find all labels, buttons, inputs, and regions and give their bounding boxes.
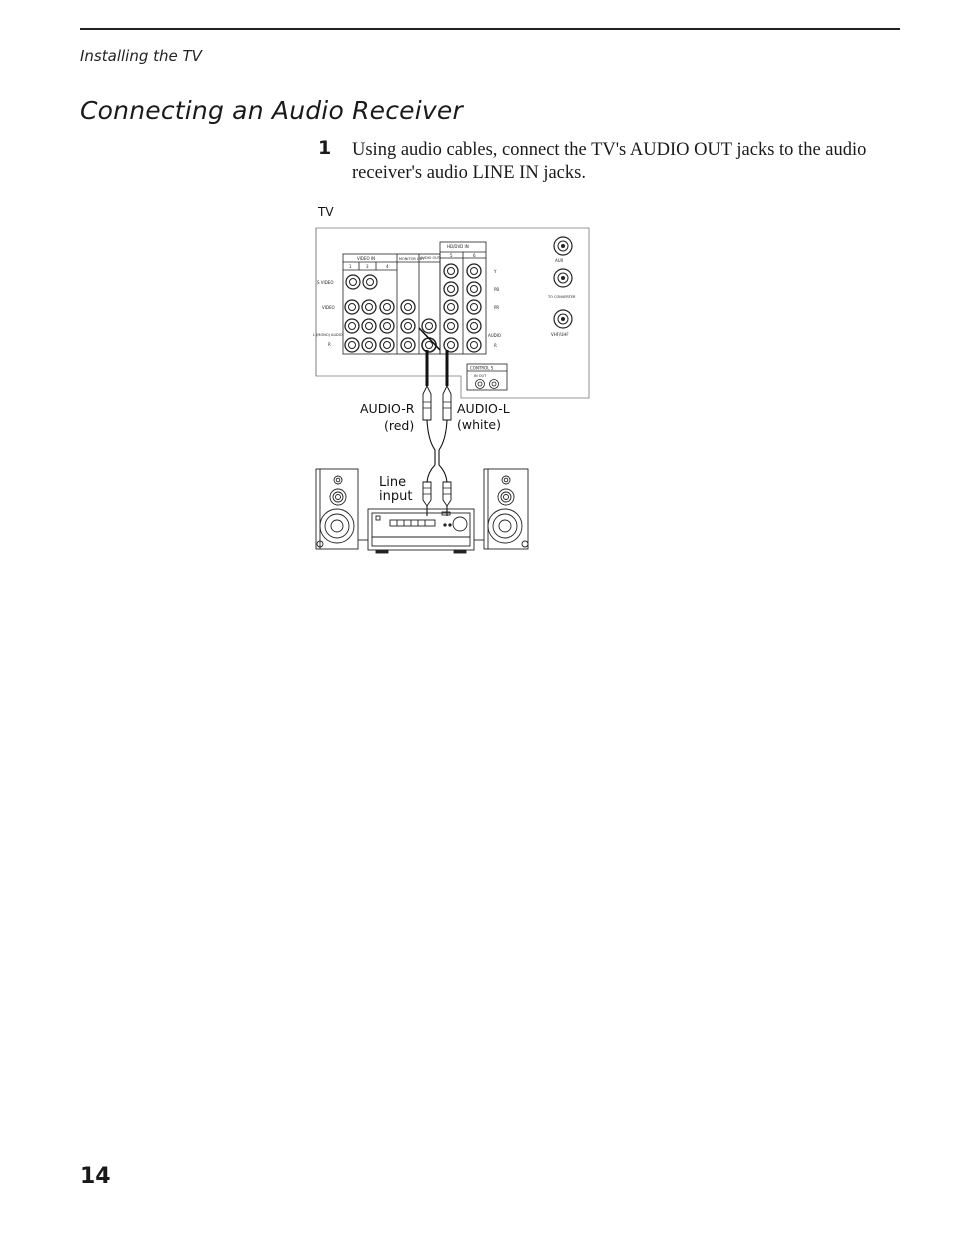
l-mono-audio-label: L (MONO) AUDIO [313, 333, 343, 337]
line-input-label-1: Line [379, 475, 407, 490]
antenna-jacks [554, 237, 572, 328]
video-in-label: VIDEO IN [357, 256, 376, 261]
col-6-label: 6 [473, 253, 476, 258]
r-label: R [328, 342, 331, 347]
col-5-label: 5 [450, 253, 453, 258]
line-input-label-2: input [379, 489, 413, 504]
left-speaker [316, 469, 358, 549]
audio-l-label: AUDIO-L [457, 401, 510, 416]
col-3-label: 3 [366, 264, 369, 269]
control-s-label: CONTROL S [470, 365, 494, 371]
y-label: Y [494, 269, 497, 274]
pb-label: PB [494, 287, 500, 292]
audio-out-label: AUDIO OUT [420, 256, 441, 260]
audio-r-jacks [345, 338, 436, 352]
col-4-label: 4 [386, 264, 389, 269]
audio-r-color-label: (red) [384, 418, 415, 433]
section-header: Installing the TV [80, 47, 202, 65]
r-right-label: R [494, 343, 497, 348]
hd-dvd-in-label: HD/DVD IN [447, 244, 469, 249]
to-converter-label: TO CONVERTER [548, 295, 576, 299]
right-speaker [484, 469, 528, 549]
hd-dvd-jacks [444, 264, 481, 352]
video-label: VIDEO [322, 305, 335, 310]
audio-label: AUDIO [488, 333, 502, 338]
pr-label: PR [494, 305, 500, 310]
s-video-label: S VIDEO [317, 280, 334, 285]
aux-label: AUX [555, 258, 564, 263]
audio-r-label: AUDIO-R [360, 401, 415, 416]
step-text: Using audio cables, connect the TV's AUDIO OUT jacks to the audio receiver's audio LINE IN jacks. [352, 140, 867, 183]
video-jacks [345, 300, 415, 314]
monitor-out-label: MONITOR OUT [399, 257, 425, 261]
tv-label: TV [318, 205, 334, 219]
vhf-uhf-label: VHF/UHF [551, 332, 569, 337]
audio-receiver [368, 509, 474, 553]
connection-diagram [300, 200, 610, 560]
page-title: Connecting an Audio Receiver [80, 96, 463, 125]
page-number: 14 [80, 1164, 111, 1189]
s-video-jacks [346, 275, 377, 289]
col-1-label: 1 [349, 264, 352, 269]
control-in-out-label: IN OUT [474, 374, 487, 378]
audio-cables [419, 328, 451, 516]
audio-l-color-label: (white) [457, 417, 501, 432]
header-rule [80, 28, 900, 30]
step-number: 1 [318, 137, 332, 159]
